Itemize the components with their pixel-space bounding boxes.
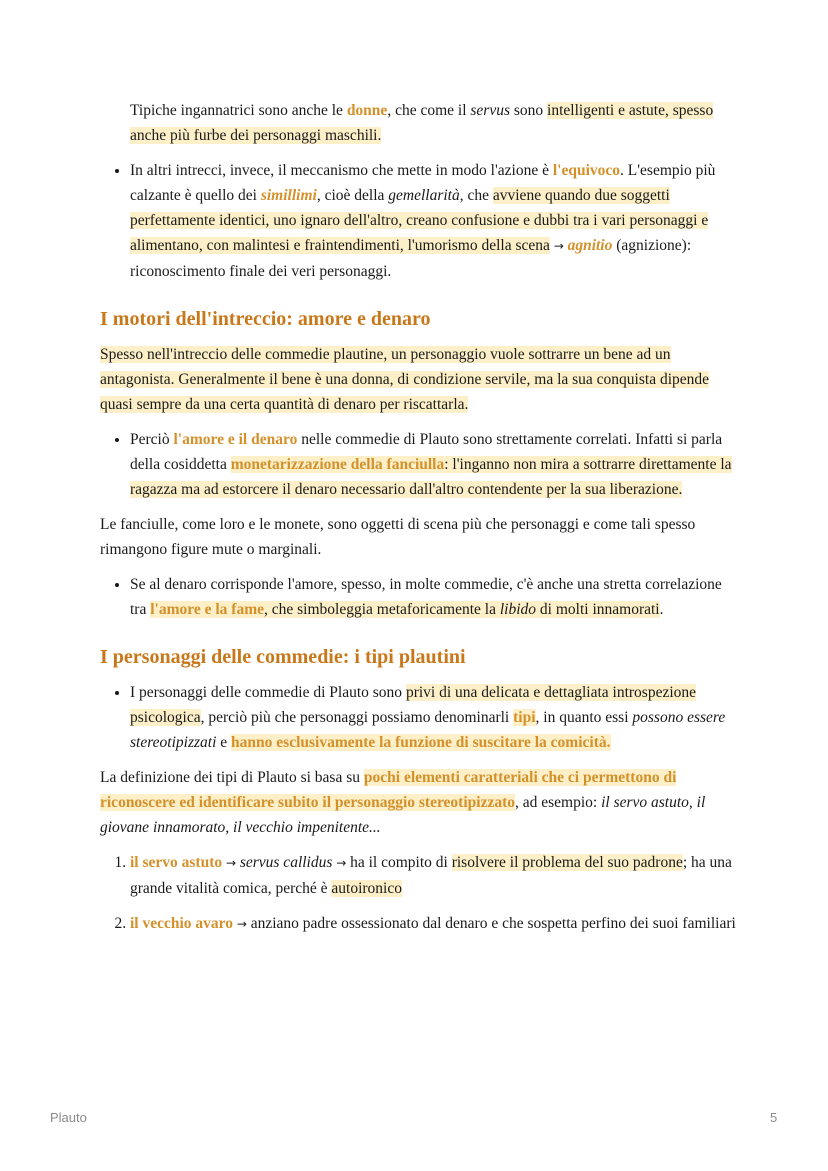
arrow-icon: → <box>222 856 240 870</box>
section-heading-motori: I motori dell'intreccio: amore e denaro <box>100 308 431 330</box>
intro-paragraph <box>100 98 740 148</box>
text: Tipiche ingannatrici sono anche le <box>130 102 347 119</box>
section-heading-personaggi: I personaggi delle commedie: i tipi plautini <box>100 646 466 668</box>
keyword: l'amore e la fame <box>150 601 265 618</box>
text: I personaggi delle commedie di Plauto sono <box>130 684 406 701</box>
text: anziano padre ossessionato dal denaro e che sospetta perfino dei suoi familiari <box>250 915 736 932</box>
list-item <box>130 850 740 901</box>
page-number: 5 <box>770 1110 778 1125</box>
text: La definizione dei tipi di Plauto si basa su <box>100 769 364 786</box>
list-item <box>130 911 740 937</box>
arrow-icon: → <box>233 917 251 931</box>
highlighted-text: intelligenti e astute, spesso anche più furbe dei personaggi maschili. <box>130 102 714 144</box>
keyword: donne <box>346 102 388 119</box>
numbered-list <box>100 850 740 937</box>
italic-term: gemellarità <box>388 187 460 204</box>
text: (agnizione): riconoscimento finale dei veri personaggi. <box>130 237 692 280</box>
bullet-list <box>100 572 740 622</box>
arrow-icon: → <box>549 239 568 253</box>
highlighted-text: avviene quando due soggetti perfettamente identici, uno ignaro dell'altro, creano confusione e dubbi tra i vari personaggi e alimentano, con malintesi e fraintendimenti, l'umorismo della scena <box>130 187 709 254</box>
highlighted-text: risolvere il problema del suo padrone <box>451 854 683 871</box>
list-item <box>130 158 740 284</box>
text: e <box>216 734 232 751</box>
text: . L'esempio più calzante è quello dei <box>130 162 716 204</box>
text: , perciò più che personaggi possiamo denominarli <box>200 709 514 726</box>
keyword: il vecchio avaro <box>130 915 234 932</box>
keyword-italic: simillimi <box>260 187 317 204</box>
keyword: l'equivoco <box>552 162 621 179</box>
highlighted-text: privi di una delicata e dettagliata introspezione psicologica <box>130 684 697 726</box>
keyword: hanno esclusivamente la funzione di suscitare la comicità. <box>231 734 611 751</box>
list-item <box>130 427 740 502</box>
text: nelle commedie di Plauto sono strettamente correlati. Infatti si parla della cosiddetta <box>130 431 723 473</box>
keyword: tipi <box>513 709 536 726</box>
paragraph <box>100 342 740 417</box>
text: , ad esempio: <box>515 794 602 811</box>
text: ha il compito di <box>350 854 452 871</box>
text: Perciò <box>130 431 174 448</box>
highlighted-text: : l'inganno non mira a sottrarre direttamente la ragazza ma ad estorcere il denaro necessario dall'altro contendente per la sua liberazione. <box>130 456 732 498</box>
text: , che come il <box>387 102 471 119</box>
paragraph <box>100 765 740 840</box>
text: , che <box>459 187 493 204</box>
paragraph: Le fanciulle, come loro e le monete, sono oggetti di scena più che personaggi e come tali spesso rimangono figure mute o marginali. <box>100 516 696 558</box>
list-item <box>130 572 740 622</box>
text: Se al denaro corrisponde l'amore, spesso, in molte commedie, c'è anche una stretta correlazione tra <box>130 576 722 618</box>
highlighted-text: Spesso nell'intreccio delle commedie plautine, un personaggio vuole sottrarre un bene ad un antagonista. Generalmente il bene è una donna, di condizione servile, ma la sua conquista dipende quasi sempre da una certa quantità di denaro per riscattarla. <box>100 346 710 413</box>
highlighted-text: autoironico <box>331 880 402 897</box>
bullet-list <box>100 680 740 755</box>
arrow-icon: → <box>332 856 351 870</box>
text: , cioè della <box>316 187 389 204</box>
keyword: l'amore e il denaro <box>173 431 298 448</box>
keyword: pochi elementi caratteriali che ci permettono di riconoscere ed identificare subito il personaggio stereotipizzato <box>100 769 677 811</box>
italic-term: servus callidus <box>239 854 333 871</box>
highlighted-text: , che simboleggia metaforicamente la <box>264 601 500 618</box>
italic-term: il servo astuto, il giovane innamorato, il vecchio impenitente... <box>100 794 706 836</box>
italic-term: possono essere stereotipizzati <box>130 709 726 751</box>
bullet-list <box>100 158 740 284</box>
text: , in quanto essi <box>535 709 633 726</box>
text: In altri intrecci, invece, il meccanismo che mette in modo l'azione è <box>130 162 553 179</box>
italic-term: libido <box>499 601 537 618</box>
text: ; ha una grande vitalità comica, perché è <box>130 854 732 897</box>
bullet-list <box>100 427 740 502</box>
footer-title: Plauto <box>50 1110 87 1125</box>
keyword: il servo astuto <box>130 854 223 871</box>
keyword: monetarizzazione della fanciulla <box>230 456 445 473</box>
document-page <box>100 98 740 947</box>
text: . <box>659 601 664 618</box>
highlighted-text: di molti innamorati <box>536 601 660 618</box>
text: sono <box>510 102 548 119</box>
keyword-italic: agnitio <box>567 237 613 254</box>
list-item <box>130 680 740 755</box>
italic-term: servus <box>470 102 510 119</box>
